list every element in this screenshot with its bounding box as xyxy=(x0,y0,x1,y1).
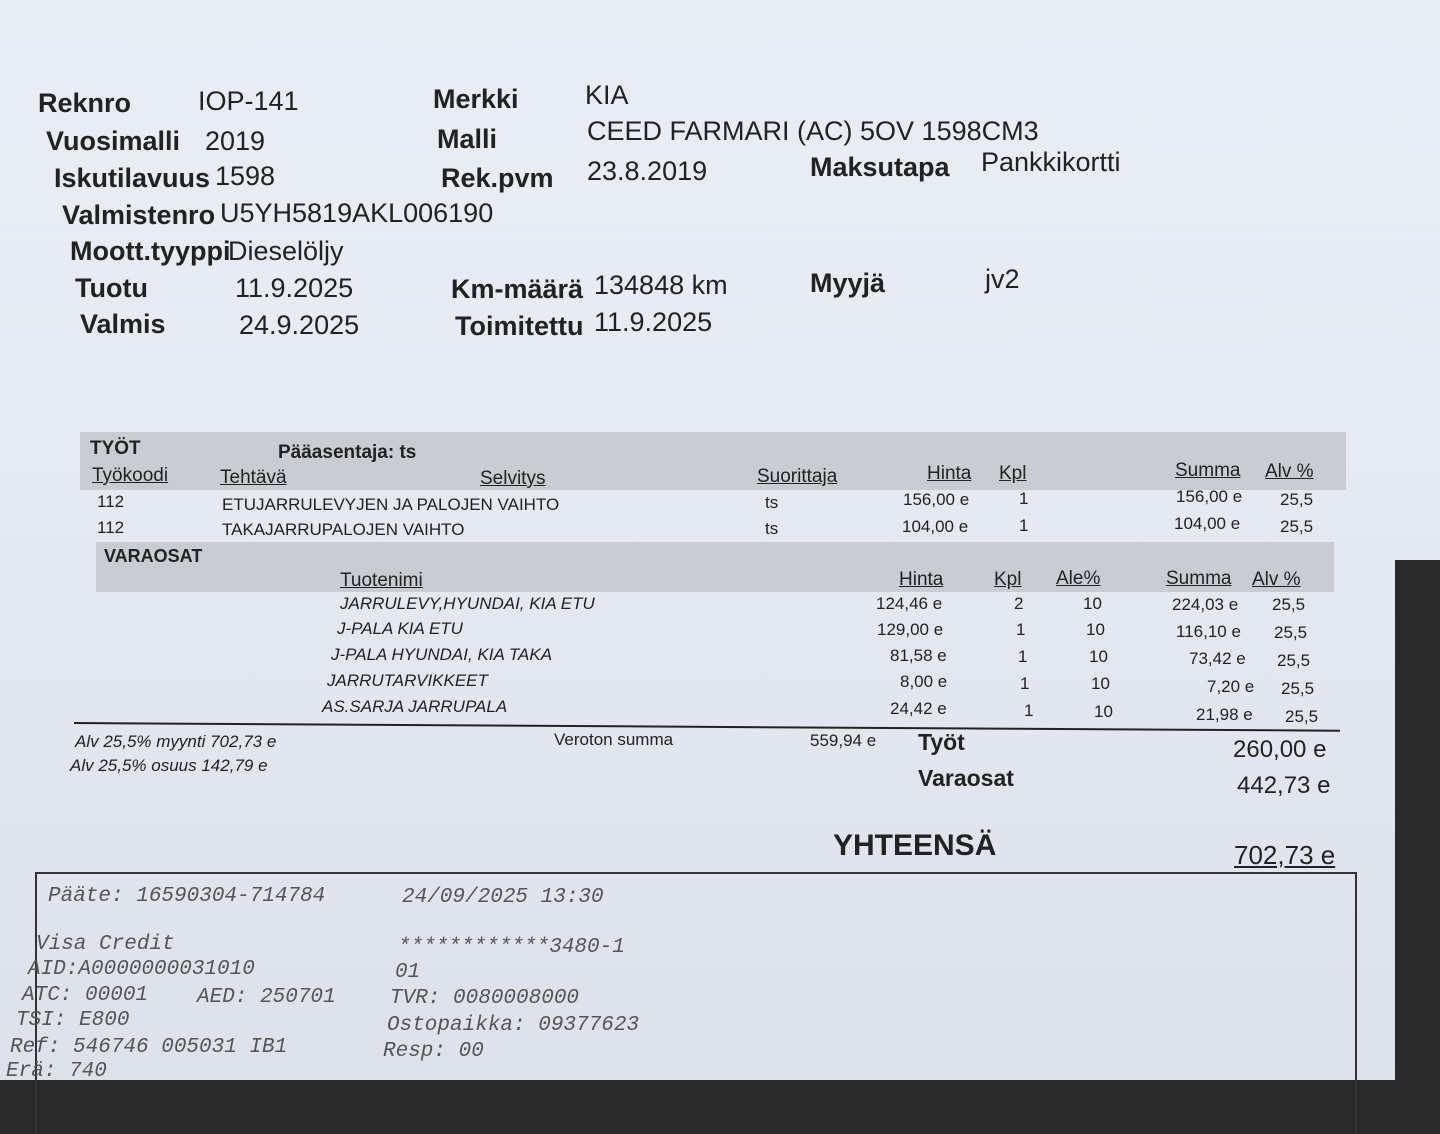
part-name: AS.SARJA JARRUPALA xyxy=(322,697,508,716)
part-sum: 73,42 e xyxy=(1189,649,1246,668)
receipt-ref: Ref: 546746 005031 IB1 xyxy=(10,1036,288,1059)
col-hinta: Hinta xyxy=(899,569,944,590)
paaasentaja: Pääasentaja: ts xyxy=(278,442,417,463)
part-price: 81,58 e xyxy=(890,646,947,665)
part-name: J-PALA KIA ETU xyxy=(337,619,463,638)
row-qty: 1 xyxy=(1019,489,1029,508)
yhteensa-value: 702,73 e xyxy=(1234,840,1336,870)
part-vat: 25,5 xyxy=(1281,679,1315,698)
maksutapa-label: Maksutapa xyxy=(810,152,950,182)
tyot-total-value: 260,00 e xyxy=(1233,736,1327,763)
part-sum: 7,20 e xyxy=(1207,677,1255,696)
moottyyppi-value: Dieselöljy xyxy=(228,236,344,266)
myyja-label: Myyjä xyxy=(810,268,886,298)
receipt-card-type: Visa Credit xyxy=(36,933,175,956)
part-disc: 10 xyxy=(1089,647,1108,666)
receipt-aid: AID:A0000000031010 xyxy=(28,958,255,981)
part-qty: 1 xyxy=(1024,701,1034,720)
part-vat: 25,5 xyxy=(1274,623,1308,642)
part-name: JARRUTARVIKKEET xyxy=(327,671,488,690)
part-name: J-PALA HYUNDAI, KIA TAKA xyxy=(331,645,553,664)
receipt-resp: Resp: 00 xyxy=(383,1040,484,1063)
vuosimalli-value: 2019 xyxy=(205,126,266,156)
background-edge xyxy=(1395,560,1440,1080)
myyja-value: jv2 xyxy=(985,264,1020,294)
part-vat: 25,5 xyxy=(1272,595,1306,614)
kmmaara-value: 134848 km xyxy=(594,270,728,300)
col-summa: Summa xyxy=(1166,568,1232,589)
col-selvitys: Selvitys xyxy=(480,468,546,489)
part-qty: 1 xyxy=(1018,647,1028,666)
row-vat: 25,5 xyxy=(1280,490,1314,509)
col-ale: Ale% xyxy=(1056,568,1101,589)
col-suorittaja: Suorittaja xyxy=(757,466,838,487)
row-code: 112 xyxy=(97,492,125,511)
kmmaara-label: Km-määrä xyxy=(451,274,584,304)
part-vat: 25,5 xyxy=(1277,651,1311,670)
valmis-value: 24.9.2025 xyxy=(239,310,360,340)
receipt-card-number: ************3480-1 xyxy=(398,936,625,959)
row-sum: 156,00 e xyxy=(1176,487,1243,506)
receipt-era: Erä: 740 xyxy=(6,1060,107,1083)
part-vat: 25,5 xyxy=(1285,707,1319,726)
receipt-aid-seq: 01 xyxy=(395,961,421,984)
tyot-title: TYÖT xyxy=(90,438,141,459)
valmistenro-value: U5YH5819AKL006190 xyxy=(220,198,494,228)
part-name: JARRULEVY,HYUNDAI, KIA ETU xyxy=(340,594,595,613)
veroton-label: Veroton summa xyxy=(554,730,674,749)
toimitettu-label: Toimitettu xyxy=(455,311,584,341)
varaosat-total-label: Varaosat xyxy=(918,765,1014,791)
maksutapa-value: Pankkikortti xyxy=(981,147,1121,177)
receipt-atc: ATC: 00001 xyxy=(22,984,149,1007)
iskutilavuus-value: 1598 xyxy=(215,161,276,191)
row-task: ETUJARRULEVYJEN JA PALOJEN VAIHTO xyxy=(222,495,560,514)
row-task: TAKAJARRUPALOJEN VAIHTO xyxy=(222,520,465,539)
tyot-total-label: Työt xyxy=(918,729,965,755)
receipt-tvr: TVR: 0080008000 xyxy=(390,987,580,1010)
receipt-ostopaikka: Ostopaikka: 09377623 xyxy=(387,1014,640,1037)
reknro-value: IOP-141 xyxy=(198,86,299,116)
col-kpl: Kpl xyxy=(999,463,1027,484)
valmistenro-label: Valmistenro xyxy=(62,200,216,230)
toimitettu-value: 11.9.2025 xyxy=(594,307,713,337)
reknro-label: Reknro xyxy=(38,88,132,118)
row-code: 112 xyxy=(97,518,125,537)
part-price: 24,42 e xyxy=(890,699,947,718)
row-by: ts xyxy=(765,493,779,512)
iskutilavuus-label: Iskutilavuus xyxy=(54,163,211,193)
row-vat: 25,5 xyxy=(1280,517,1314,536)
row-price: 156,00 e xyxy=(903,490,970,509)
rekpvm-value: 23.8.2019 xyxy=(587,156,708,186)
receipt-datetime: 24/09/2025 13:30 xyxy=(402,886,604,909)
part-disc: 10 xyxy=(1083,594,1102,613)
row-by: ts xyxy=(765,519,779,538)
part-sum: 21,98 e xyxy=(1196,705,1253,724)
col-tyokoodi: Työkoodi xyxy=(92,465,169,486)
merkki-label: Merkki xyxy=(433,84,519,114)
receipt-aed: AED: 250701 xyxy=(197,986,336,1009)
col-alv: Alv % xyxy=(1252,569,1301,590)
part-disc: 10 xyxy=(1094,702,1113,721)
part-qty: 1 xyxy=(1020,674,1030,693)
malli-value: CEED FARMARI (AC) 5OV 1598CM3 xyxy=(587,116,1039,146)
row-sum: 104,00 e xyxy=(1174,514,1241,533)
part-price: 8,00 e xyxy=(900,672,948,691)
merkki-value: KIA xyxy=(585,80,629,110)
varaosat-title: VARAOSAT xyxy=(104,546,203,566)
rekpvm-label: Rek.pvm xyxy=(441,163,554,193)
part-price: 129,00 e xyxy=(877,620,944,639)
receipt-tsi: TSI: E800 xyxy=(16,1009,130,1032)
part-sum: 116,10 e xyxy=(1176,622,1241,641)
receipt-paate: Pääte: 16590304-714784 xyxy=(48,885,326,908)
part-disc: 10 xyxy=(1086,620,1105,639)
valmis-label: Valmis xyxy=(80,309,166,339)
moottyyppi-label: Moott.tyyppi xyxy=(70,236,231,266)
vuosimalli-label: Vuosimalli xyxy=(46,126,181,156)
alv-myynti: Alv 25,5% myynti 702,73 e xyxy=(75,732,277,751)
row-qty: 1 xyxy=(1019,516,1029,535)
part-price: 124,46 e xyxy=(876,594,943,613)
tuotu-value: 11.9.2025 xyxy=(235,273,354,303)
part-qty: 1 xyxy=(1016,620,1026,639)
part-sum: 224,03 e xyxy=(1172,595,1239,614)
col-hinta: Hinta xyxy=(927,463,972,484)
alv-osuus: Alv 25,5% osuus 142,79 e xyxy=(70,756,268,775)
part-disc: 10 xyxy=(1091,674,1110,693)
col-alv: Alv % xyxy=(1265,461,1314,482)
tuotu-label: Tuotu xyxy=(75,273,148,303)
part-qty: 2 xyxy=(1014,594,1024,613)
col-kpl: Kpl xyxy=(994,569,1022,590)
veroton-value: 559,94 e xyxy=(810,731,877,750)
col-tehtava: Tehtävä xyxy=(220,467,287,488)
malli-label: Malli xyxy=(437,124,498,154)
row-price: 104,00 e xyxy=(902,517,969,536)
col-summa: Summa xyxy=(1175,460,1241,481)
varaosat-header-band xyxy=(96,542,1334,592)
col-tuotenimi: Tuotenimi xyxy=(340,570,423,591)
yhteensa-label: YHTEENSÄ xyxy=(833,829,997,862)
varaosat-total-value: 442,73 e xyxy=(1237,772,1331,799)
